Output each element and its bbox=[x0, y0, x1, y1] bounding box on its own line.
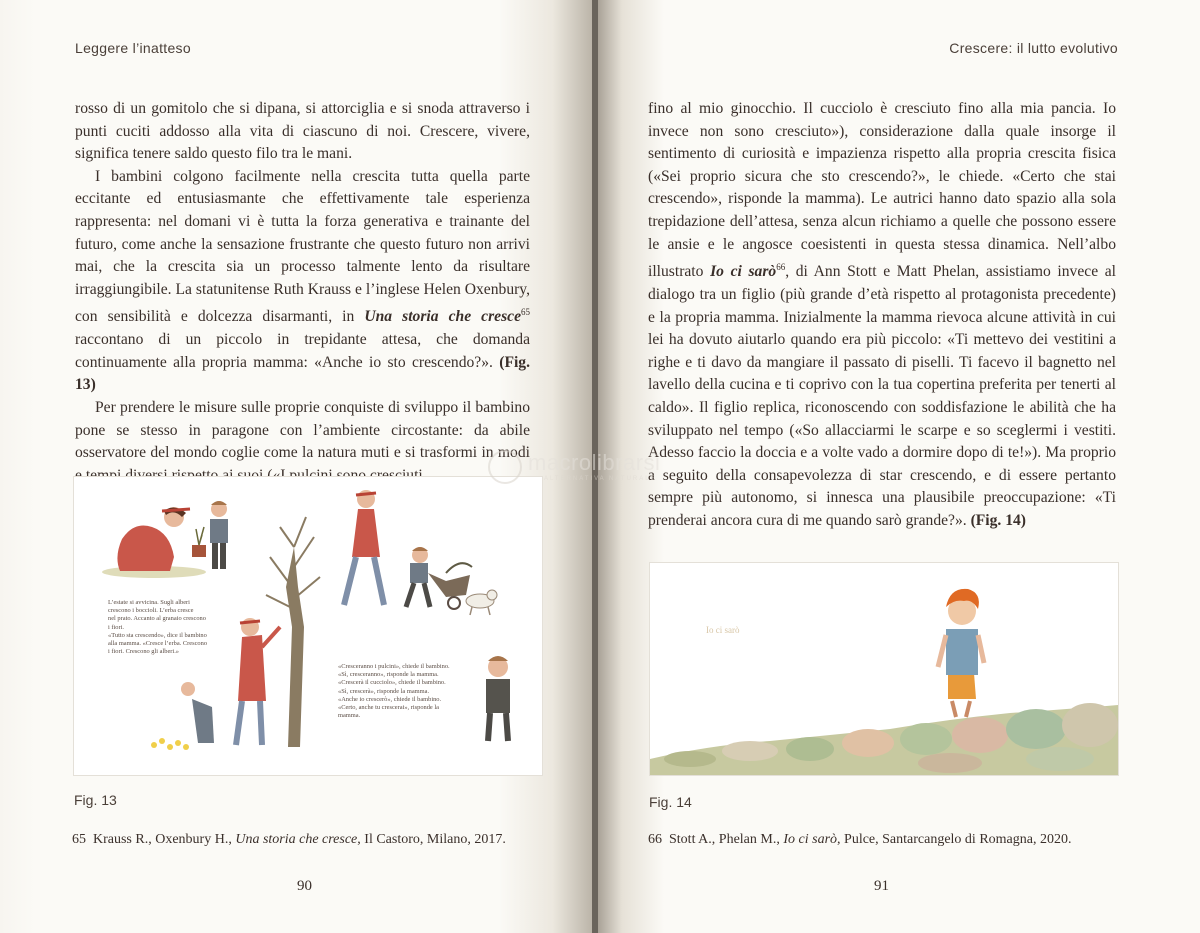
footnote-rest: , Pulce, Santarcangelo di Romagna, 2020. bbox=[837, 832, 1072, 847]
footnote-authors: Stott A., Phelan M., bbox=[669, 832, 784, 847]
footnote-title: Una storia che cresce bbox=[235, 832, 358, 847]
footnote-title: Io ci sarò bbox=[783, 832, 838, 847]
fig14-drawing bbox=[650, 563, 1118, 775]
fig13-line: L’estate si avvicina. Sugli alberi bbox=[108, 599, 190, 606]
fig13-line: «Certo, anche tu crescerai», risponde la bbox=[338, 704, 439, 712]
footnote-number: 65 bbox=[72, 832, 86, 847]
fig13-line: «Sì, cresceranno», risponde la mamma. bbox=[338, 671, 439, 679]
footnote-rest: , Il Castoro, Milano, 2017. bbox=[357, 832, 506, 847]
fig14-faint-text: Io ci sarò bbox=[706, 625, 740, 635]
watermark-subtitle: ALTERNATIVA NATURALE bbox=[544, 476, 657, 482]
paragraph-segment: Una storia che cresce bbox=[364, 308, 521, 326]
paragraph-segment: Per prendere le misure sulle proprie conquiste di sviluppo il bambino pone se stesso in paragone con l’ambiente circostante: da abile osservatore del mondo coglie come la natura muti e si trasformi in modi bbox=[75, 398, 530, 462]
fig13-text-block-1 bbox=[108, 599, 218, 656]
watermark-text: macrolibrarsi bbox=[528, 450, 661, 475]
fig13-text-block-2 bbox=[338, 663, 478, 720]
running-head-right: Crescere: il lutto evolutivo bbox=[949, 40, 1118, 56]
paragraph-segment: raccontano di un piccolo in trepidante attesa, che domanda continuamente alla propria mamma: «Anche io sto crescendo?». bbox=[75, 331, 530, 371]
figure-13-illustration bbox=[73, 476, 543, 776]
fig13-line: alla mamma. «Cresce l’erba. Crescono bbox=[108, 640, 208, 648]
watermark-logo-icon bbox=[488, 450, 522, 484]
fig13-line: crescono i boccioli. L’erba cresce bbox=[108, 607, 194, 615]
fig13-line: «Tutto sta crescendo», dice il bambino bbox=[108, 631, 207, 639]
paragraph-segment: 65 bbox=[521, 307, 530, 318]
paragraph-segment: , di Ann Stott e Matt Phelan, assistiamo invece al dialogo tra un figlio (più grande d’età rispetto al protagonista precedente) e la propria mamma. Inizialmente la mamma rievoca alcune attività in cui lei ha dovuto aiutarlo quando era più piccolo: «Ti mettevo dei vestitini a righe e ti davo da mangiare il passato di piselli. Ti facevo il bagnetto nel lavello della cucina e ti coprivo con la tua copertina preferita per tenerti al caldo». Il figlio replica, riconoscendo con soddisfazione le abilità che ha sviluppato nel tempo («So allacciarmi le scarpe e so sceglermi i vestiti. Adesso faccio la doccia e a volte vado a dormire dopo di te!»). Ma proprio a seguito della consapevolezza di star crescendo, e di essere pertanto sempre più autonomo, si innesca una plausibile preoccupazione: «Ti prenderai ancora cura di me quando sarò grande?». bbox=[648, 263, 1117, 529]
paragraph-segment: 66 bbox=[776, 262, 786, 273]
paragraph-segment: rosso di un gomitolo che si dipana, si attorciglia e si snoda attraverso i punti cuciti addosso alla vita di ciascuno di noi. Crescere, vivere, significa tenere saldo questo filo tra le mani. bbox=[75, 100, 530, 163]
footnote-number: 66 bbox=[648, 832, 662, 847]
figure-14-caption: Fig. 14 bbox=[649, 794, 692, 810]
fig13-line: i fiori. bbox=[108, 623, 124, 631]
fig13-line: mamma. bbox=[338, 712, 361, 720]
paragraph-segment: (Fig. 14) bbox=[970, 511, 1026, 529]
planting-scene bbox=[102, 501, 228, 578]
fig13-line: i fiori. Crescono gli alberi.» bbox=[108, 648, 179, 656]
paragraph-segment: (Fig. 13) bbox=[75, 353, 530, 394]
fig13-line: nel prato. Accanto al granaio crescono bbox=[108, 615, 206, 623]
paragraph-segment: Io ci sarò bbox=[710, 263, 777, 281]
paragraph-segment: fino al mio ginocchio. Il cucciolo è cresciuto fino alla mia pancia. Io invece non sono cresciuto»), considerazione dalla quale insorge il sentimento di curiosità e impazienza rispetto alla propria crescita fisica («Sei proprio sicura che sto crescendo?», le chiede. «Certo che stai crescendo», risponde la mamma). Le autrici hanno dato spazio alla sola trepidazione dell’attesa, senza alcun richiamo a quelle che possono essere le ansie e le angosce coesistenti in questa stessa dinamica. Nell’albo illustrato bbox=[648, 100, 1116, 281]
footnote-65 bbox=[72, 832, 506, 848]
page-number-right: 91 bbox=[874, 878, 889, 894]
fig13-line: «Cresceranno i pulcini», chiede il bambino. bbox=[338, 663, 450, 670]
paragraph bbox=[75, 166, 530, 397]
fig13-line: «Anche io crescerò», chiede il bambino. bbox=[338, 695, 442, 703]
footnote-66 bbox=[648, 832, 1071, 848]
footnote-authors: Krauss R., Oxenbury H., bbox=[93, 832, 236, 847]
figure-13-caption: Fig. 13 bbox=[74, 792, 117, 808]
figure-14-illustration bbox=[649, 562, 1119, 776]
fig13-line: «Sì, crescerà», risponde la mamma. bbox=[338, 687, 430, 695]
left-body-text bbox=[75, 98, 530, 487]
boy-figure bbox=[938, 589, 984, 717]
thinking-child bbox=[486, 656, 510, 741]
wheelbarrow-scene bbox=[344, 490, 497, 615]
stone-wall bbox=[650, 703, 1118, 775]
page-number-left: 90 bbox=[297, 878, 312, 894]
paragraph bbox=[75, 98, 530, 166]
paragraph-segment: I bambini colgono facilmente nella crescita tutta quella parte eccitante ed entusiasmante che effettivamente tale esperienza rappresenta: nel domani vi è tutta la forza generativa e trainante del futuro, come anche la sensazione frustrante che questo futuro non arrivi mai, che la crescita sia un processo talmente lento da risultare irraggiungibile. La statunitense Ruth Krauss e l’inglese Helen Oxenbury, con sensibilità e dolcezza disarmanti, in bbox=[75, 167, 530, 326]
running-head-left: Leggere l’inatteso bbox=[75, 40, 191, 56]
paragraph bbox=[75, 397, 530, 487]
watermark bbox=[488, 446, 728, 486]
fig13-line: «Crescerà il cucciolo», chiede il bambino. bbox=[338, 679, 446, 687]
